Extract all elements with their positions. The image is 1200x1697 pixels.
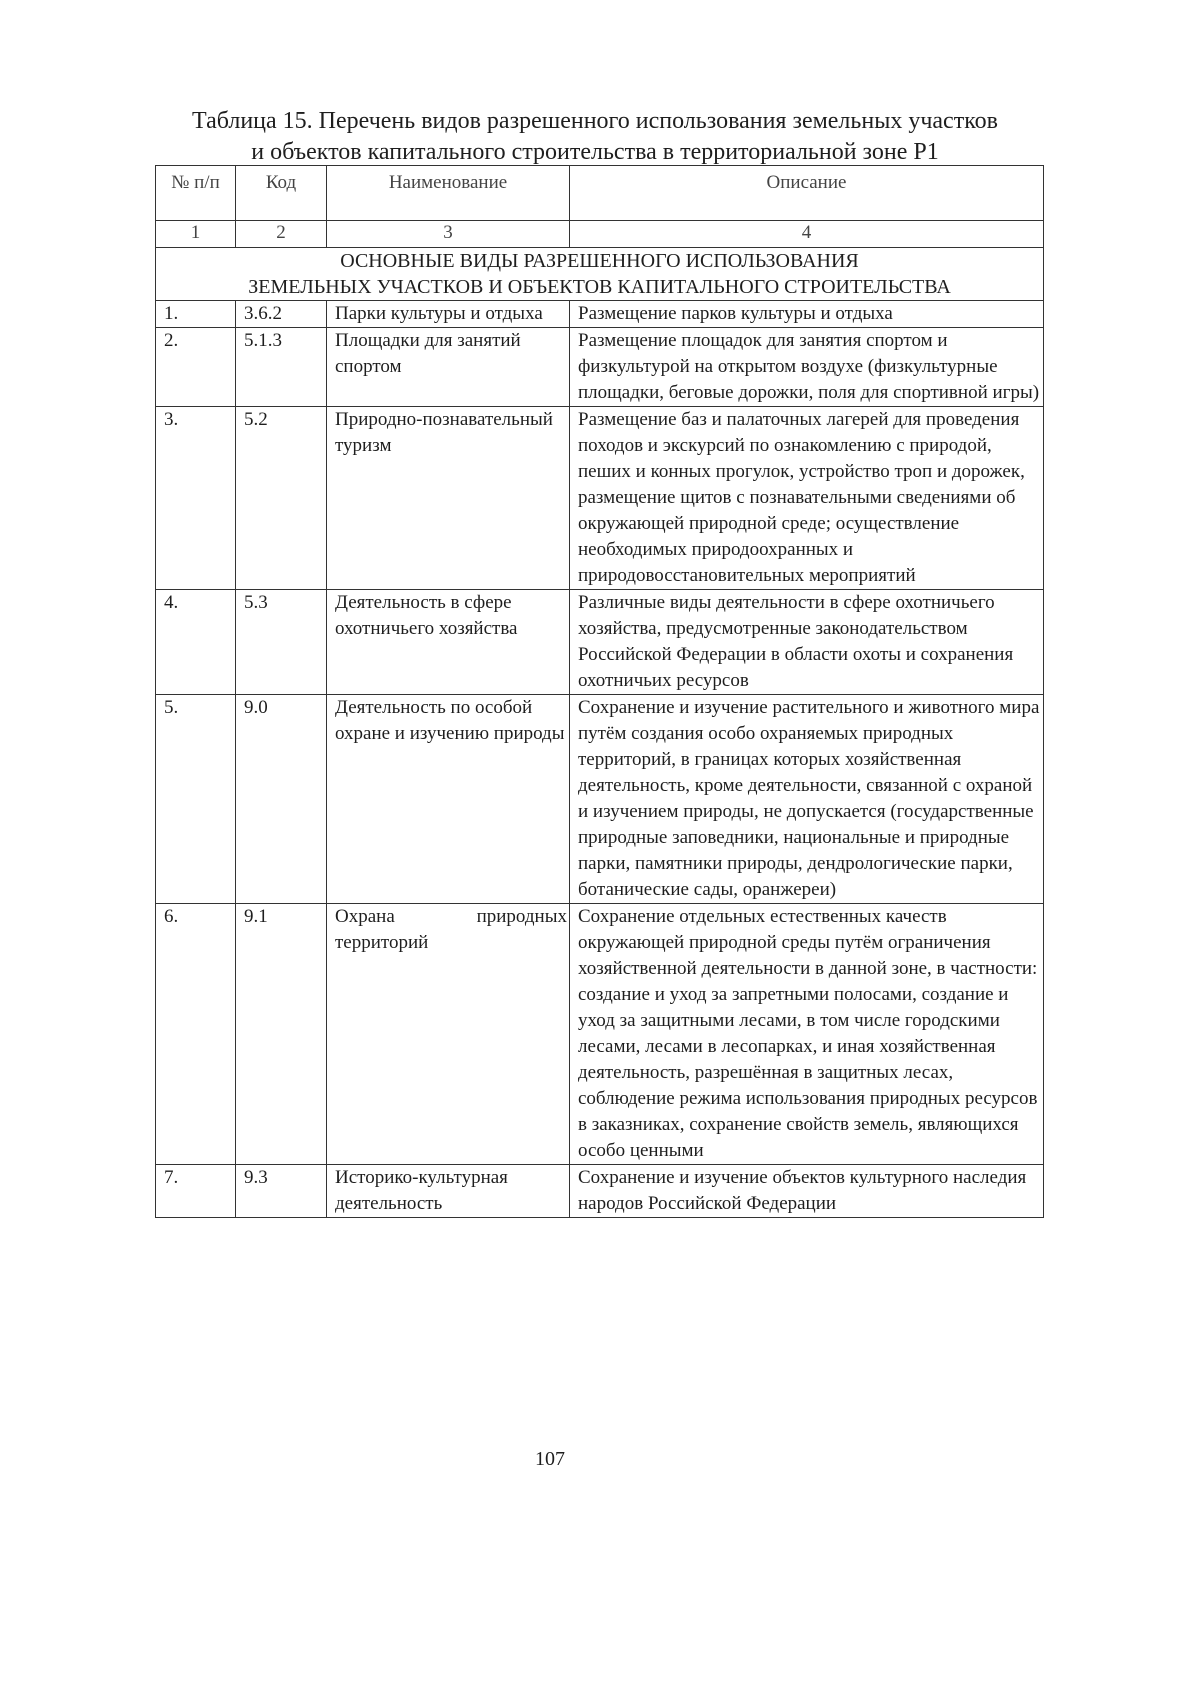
row-code: 9.1 [236,904,327,1165]
row-description: Сохранение и изучение растительного и животного мира путём создания особо охраняемых природных территорий, в границах которых хозяйственная деятельность, кроме деятельности, связанной с охраной и изучением природы, не допускается (государственные природные заповедники, национальные и природные парки, памятники природы, дендрологические парки, ботанические сады, оранжереи) [570,695,1044,904]
column-number: 3 [327,221,570,248]
row-number: 3. [156,407,236,590]
section-heading [156,248,1044,301]
table-row [156,407,1044,590]
section-heading-line-2: ЗЕМЕЛЬНЫХ УЧАСТКОВ И ОБЪЕКТОВ КАПИТАЛЬНОГО СТРОИТЕЛЬСТВА [248,276,951,298]
table-row [156,695,1044,904]
row-number: 1. [156,301,236,328]
row-code: 3.6.2 [236,301,327,328]
row-number: 2. [156,328,236,407]
row-description: Размещение площадок для занятия спортом и физкультурой на открытом воздухе (физкультурные площадки, беговые дорожки, поля для спортивной игры) [570,328,1044,407]
header-code: Код [236,166,327,221]
row-number: 5. [156,695,236,904]
row-code: 5.3 [236,590,327,695]
header-num: № п/п [156,166,236,221]
row-code: 5.2 [236,407,327,590]
row-name: Историко-культурная деятельность [327,1165,570,1218]
table-row [156,301,1044,328]
table-row [156,328,1044,407]
row-description: Размещение баз и палаточных лагерей для проведения походов и экскурсий по ознакомлению с природой, пеших и конных прогулок, устройство троп и дорожек, размещение щитов с познавательными сведениями об окружающей природной среде; осуществление необходимых природоохранных и природовосстановительных мероприятий [570,407,1044,590]
table-title [120,106,1070,168]
row-name: Деятельность по особой охране и изучению природы [327,695,570,904]
section-heading-row [156,248,1044,301]
header-row [156,166,1044,221]
column-number: 2 [236,221,327,248]
row-number: 6. [156,904,236,1165]
header-description: Описание [570,166,1044,221]
row-code: 5.1.3 [236,328,327,407]
table-title-line-1: Таблица 15. Перечень видов разрешенного использования земельных участков [192,108,998,134]
row-code: 9.0 [236,695,327,904]
row-description: Сохранение отдельных естественных качеств окружающей природной среды путём ограничения хозяйственной деятельности в данной зоне, в частности: создание и уход за запретными полосами, создание и уход за защитными лесами, в том числе городскими лесами, лесами в лесопарках, и иная хозяйственная деятельность, разрешённая в защитных лесах, соблюдение режима использования природных ресурсов в заказниках, сохранение свойств земель, являющихся особо ценными [570,904,1044,1165]
row-description: Сохранение и изучение объектов культурного наследия народов Российской Федерации [570,1165,1044,1218]
column-number: 1 [156,221,236,248]
table-row [156,590,1044,695]
row-name: Площадки для занятий спортом [327,328,570,407]
row-description: Размещение парков культуры и отдыха [570,301,1044,328]
land-use-table [155,165,1044,1218]
page-number: 107 [535,1448,565,1470]
row-code: 9.3 [236,1165,327,1218]
row-number: 7. [156,1165,236,1218]
row-name: Охрана природных территорий [327,904,570,1165]
row-name: Деятельность в сфере охотничьего хозяйства [327,590,570,695]
row-number: 4. [156,590,236,695]
header-name: Наименование [327,166,570,221]
row-name: Парки культуры и отдыха [327,301,570,328]
column-number: 4 [570,221,1044,248]
table-row [156,904,1044,1165]
table-row [156,1165,1044,1218]
row-name: Природно-познавательный туризм [327,407,570,590]
column-number-row [156,221,1044,248]
row-description: Различные виды деятельности в сфере охотничьего хозяйства, предусмотренные законодательством Российской Федерации в области охоты и сохранения охотничьих ресурсов [570,590,1044,695]
table-title-line-2: и объектов капитального строительства в территориальной зоне Р1 [251,139,939,165]
section-heading-line-1: ОСНОВНЫЕ ВИДЫ РАЗРЕШЕННОГО ИСПОЛЬЗОВАНИЯ [340,250,859,272]
